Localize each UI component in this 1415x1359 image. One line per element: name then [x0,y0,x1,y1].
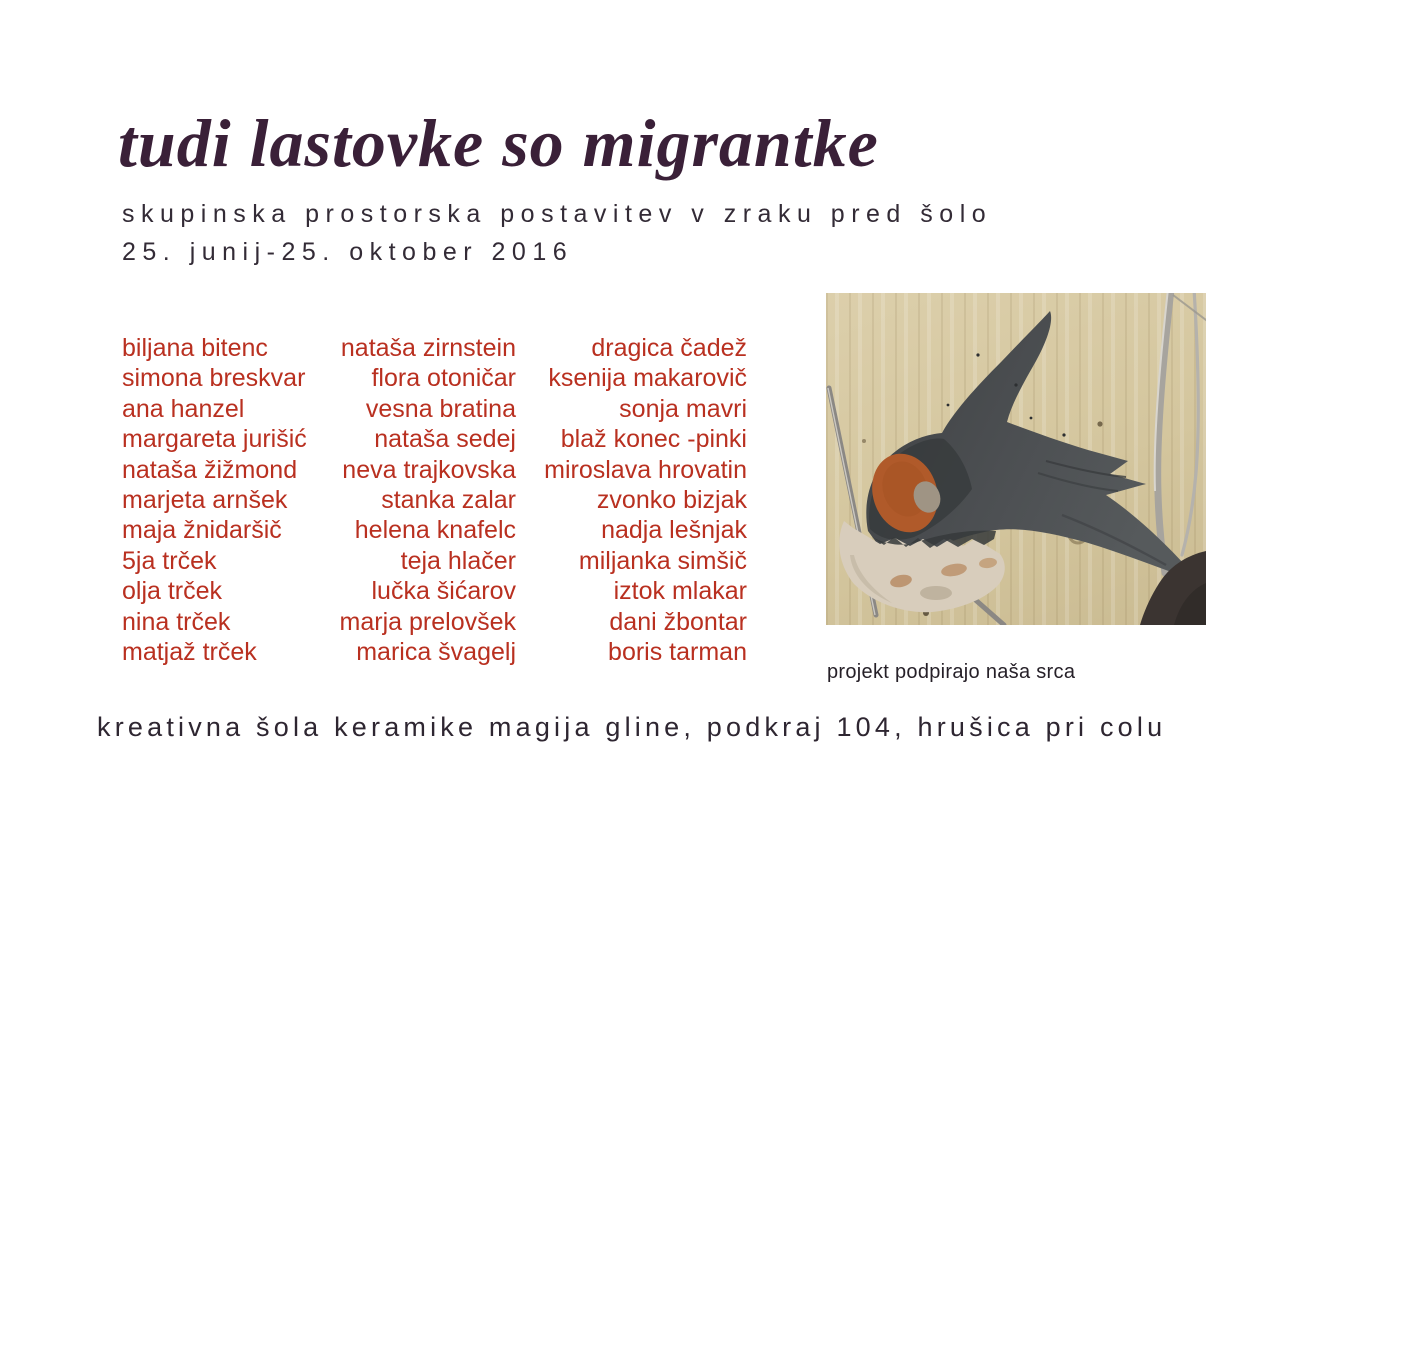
name-item: 5ja trček [122,546,217,575]
name-item: olja trček [122,577,223,606]
poster-subtitle: skupinska prostorska postavitev v zraku pred šolo [122,200,993,228]
names-column-3 [516,333,747,667]
wire [1158,293,1171,573]
swallow-sculpture-photo [826,293,1206,625]
name-item: helena knafelc [354,516,516,545]
poster-title: tudi lastovke so migrantke [118,105,879,181]
names-column-2 [307,333,516,667]
venue-line: kreativna šola keramike magija gline, podkraj 104, hrušica pri colu [97,712,1167,742]
name-item: zvonko bizjak [596,486,747,515]
name-item: ana hanzel [122,394,245,423]
name-item: blaž konec -pinki [560,425,747,454]
name-item: biljana bitenc [122,334,268,362]
name-item: nataša žižmond [122,455,298,484]
name-item: dani žbontar [609,607,747,636]
name-item: lučka šićarov [371,577,516,606]
name-item: marica švagelj [356,638,516,667]
name-item: iztok mlakar [613,577,747,606]
photo-caption: projekt podpirajo naša srca [827,661,1076,683]
swallow-sculpture-image [826,293,1206,625]
name-item: nataša zirnstein [340,334,516,362]
name-item: miljanka simšič [578,546,747,575]
name-item: vesna bratina [365,394,516,423]
name-item: marjeta arnšek [122,486,288,515]
name-item: maja žnidaršič [122,516,282,545]
name-item: margareta jurišić [122,425,307,454]
name-item: dragica čadež [591,334,747,362]
name-item: neva trajkovska [342,455,516,484]
name-item: marja prelovšek [339,607,516,636]
name-item: miroslava hrovatin [544,455,747,484]
name-item: nina trček [122,607,231,636]
name-item: nataša sedej [374,425,516,454]
name-item: sonja mavri [619,394,747,423]
name-item: ksenija makarovič [548,364,747,393]
names-column-1 [122,333,307,667]
name-item: simona breskvar [122,364,306,393]
name-item: stanka zalar [381,486,516,515]
name-item: teja hlačer [400,546,516,575]
name-item: flora otoničar [371,364,516,393]
poster-dates: 25. junij-25. oktober 2016 [122,238,574,266]
participants-list [122,333,747,667]
name-item: nadja lešnjak [601,516,747,545]
wire [1182,293,1198,555]
name-item: boris tarman [608,638,747,667]
name-item: matjaž trček [122,638,257,667]
